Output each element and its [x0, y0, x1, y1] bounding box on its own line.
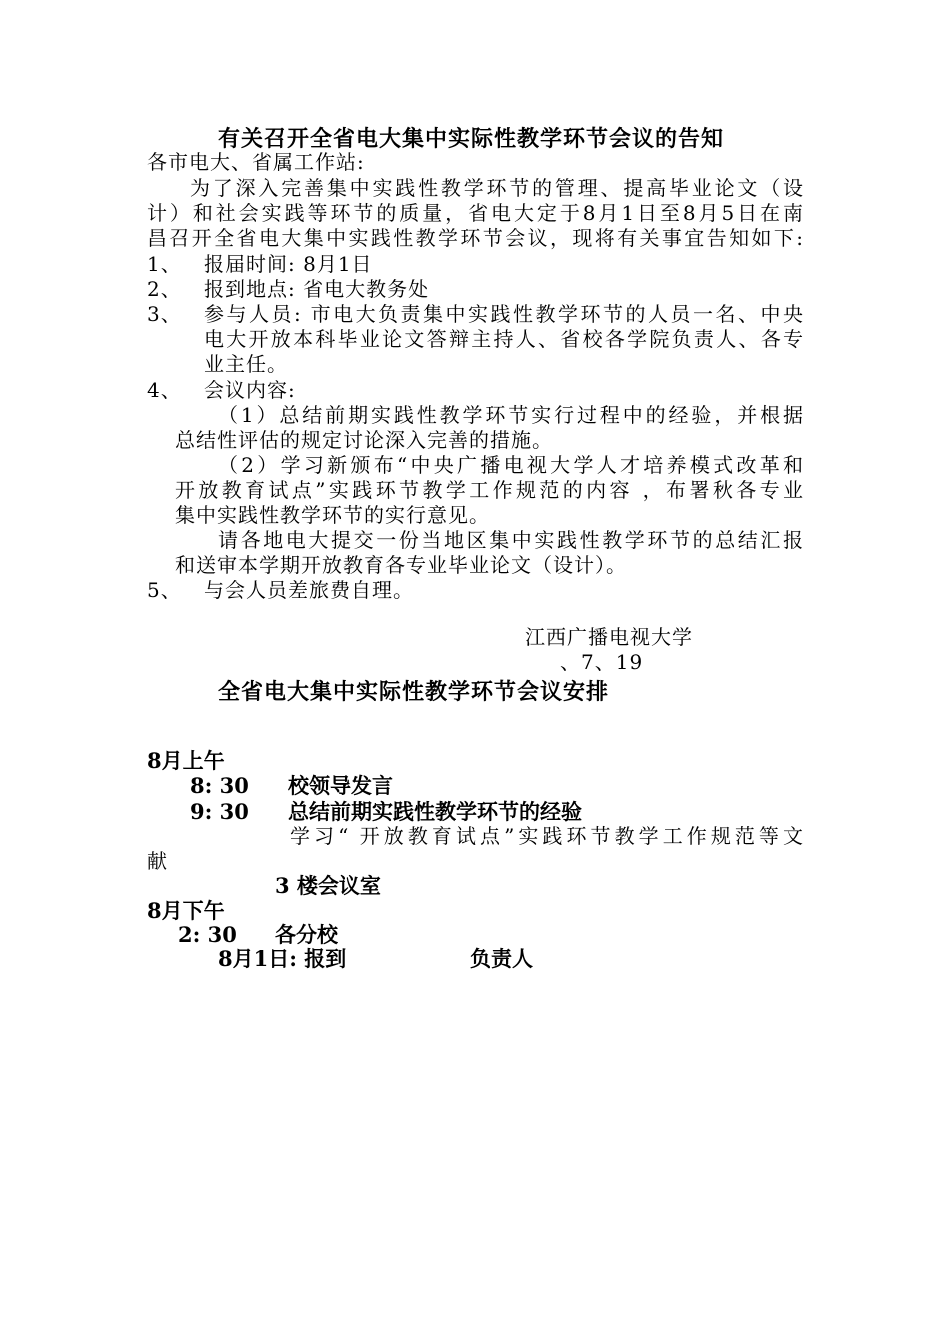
intro-line-2: 计）和社会实践等环节的质量，省电大定于8月1日至8月5日在南 [147, 201, 804, 225]
content-3-line-1: 请各地电大提交一份当地区集中实践性教学环节的总结汇报 [218, 528, 804, 552]
schedule-title: 全省电大集中实际性教学环节会议安排 [218, 679, 610, 705]
item-number: 5、 [147, 578, 182, 602]
notice-title: 有关召开全省电大集中实际性教学环节会议的告知 [218, 126, 725, 152]
schedule-time: 8: 30 [190, 773, 249, 798]
signature: 江西广播电视大学 [525, 625, 693, 649]
intro-line-3: 昌召开全省电大集中实践性教学环节会议，现将有关事宜告知如下: [147, 226, 804, 250]
meeting-location: 3 楼会议室 [275, 873, 381, 898]
item-3-line-3: 业主任。 [204, 352, 288, 376]
item-number: 2、 [147, 277, 182, 301]
item-number: 1、 [147, 252, 182, 276]
schedule-item-line-1: 学习“ 开放教育试点”实践环节教学工作规范等文 [290, 824, 804, 848]
schedule-item: 各分校 [275, 922, 338, 947]
item-number: 3、 [147, 302, 182, 326]
item-5-text: 与会人员差旅费自理。 [204, 578, 414, 602]
content-2-line-3: 集中实践性教学环节的实行意见。 [175, 503, 490, 527]
schedule-item: 校领导发言 [288, 773, 393, 798]
item-number: 4、 [147, 378, 182, 402]
item-3-line-1: 参与人员: 市电大负责集中实践性教学环节的人员一名、中央 [204, 302, 804, 326]
content-2-line-1: （2）学习新颁布“中央广播电视大学人才培养模式改革和 [218, 453, 804, 477]
content-1-line-1: （1）总结前期实践性教学环节实行过程中的经验，并根据 [218, 403, 804, 427]
content-1-line-2: 总结性评估的规定讨论深入完善的措施。 [175, 428, 553, 452]
schedule-time: 2: 30 [178, 922, 237, 947]
morning-label: 8月上午 [147, 748, 225, 773]
schedule-item-line-2: 献 [147, 849, 168, 873]
item-1-text: 报届时间: 8月1日 [204, 252, 373, 276]
notice-salutation: 各市电大、省属工作站: [147, 150, 365, 174]
schedule-time: 9: 30 [190, 799, 249, 824]
afternoon-label: 8月下午 [147, 898, 225, 923]
intro-line-1: 为了深入完善集中实践性教学环节的管理、提高毕业论文（设 [190, 176, 804, 200]
notice-date: 、7、19 [560, 650, 644, 674]
item-3-line-2: 电大开放本科毕业论文答辩主持人、省校各学院负责人、各专 [204, 327, 804, 351]
item-4-text: 会议内容: [204, 378, 296, 402]
schedule-item: 总结前期实践性教学环节的经验 [288, 799, 582, 824]
schedule-role: 负责人 [470, 946, 533, 971]
content-2-line-2: 开放教育试点”实践环节教学工作规范的内容 ，布署秋各专业 [175, 478, 804, 502]
schedule-item: 8月1日: 报到 [218, 946, 347, 971]
content-3-line-2: 和送审本学期开放教育各专业毕业论文（设计）。 [175, 553, 627, 577]
item-2-text: 报到地点: 省电大教务处 [204, 277, 430, 301]
